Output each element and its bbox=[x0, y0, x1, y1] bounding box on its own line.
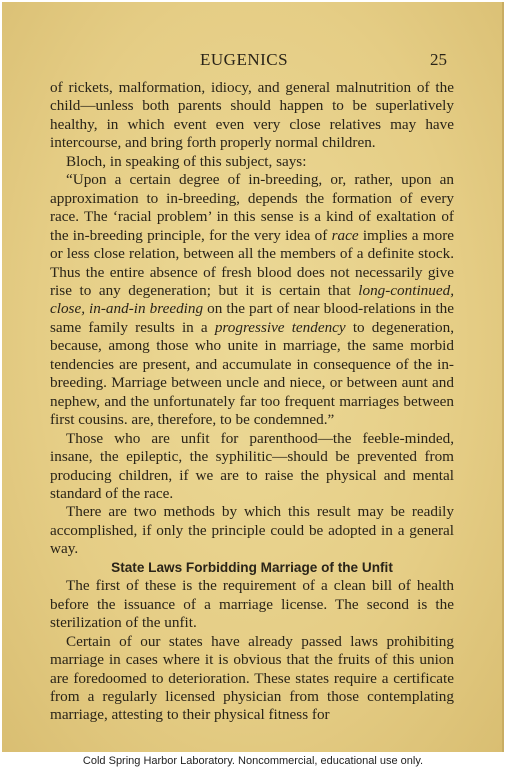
paragraph-bloch-intro: Bloch, in speaking of this subject, says: bbox=[66, 152, 307, 170]
paragraph-first-method: The first of these is the requirement of a clean bill of health before the issuance of a marriage license. The second is the sterilization of the unfit. bbox=[50, 577, 454, 632]
book-page bbox=[2, 2, 504, 752]
paragraph-unfit: Those who are unfit for parenthood—the feeble-minded, insane, the epileptic, the syphilitic—should be prevented from producing children, if we are to raise the physical and mental standard of the race. bbox=[50, 429, 454, 502]
quote-text: implies a more or less close relation, between all the members of a definite stock. Thus the entire absence of fresh blood does not necessarily give rise to any degeneration; but it is certain that bbox=[50, 226, 455, 299]
copyright-footer: Cold Spring Harbor Laboratory. Noncommercial, educational use only. bbox=[0, 752, 506, 770]
quote-italic-race: race bbox=[331, 226, 359, 244]
page-header bbox=[2, 50, 502, 72]
paragraph-state-laws: Certain of our states have already passed laws prohibiting marriage in cases where it is obvious that the fruits of this union are foredoomed to deterioration. These states require a certificate from a regularly licensed physician from those contemplating marriage, attesting to their physical fitness for bbox=[50, 632, 454, 724]
page-number: 25 bbox=[430, 50, 447, 69]
paragraph-bloch-quote bbox=[50, 171, 454, 429]
quote-text: “Upon a certain degree of in-breeding, or, rather, upon an approximation to in-breeding, depends the formation of every race. The ‘racial problem’ in this sense is a kind of exaltation of the in-breeding principle, for the very idea of bbox=[50, 171, 454, 244]
quote-text: to degeneration, because, among those who unite in marriage, the same morbid tendencies are present, and accumulate in consequence of the in-breeding. Marriage between uncle and niece, or between aunt and nephew, and the unfortunately far too frequent marriages between first cousins. are, therefore, to be condemned.” bbox=[50, 318, 455, 429]
running-title: EUGENICS bbox=[200, 50, 289, 69]
section-heading: State Laws Forbidding Marriage of the Unfit bbox=[111, 559, 393, 575]
paragraph-two-methods: There are two methods by which this result may be readily accomplished, if only the principle could be adopted in a general way. bbox=[50, 503, 454, 558]
quote-text: on the part of near blood-relations in the same family results in a bbox=[50, 300, 454, 336]
quote-italic-breeding: long-continued, close, in-and-in breeding bbox=[50, 281, 454, 318]
paragraph-continued: of rickets, malformation, idiocy, and general malnutrition of the child—unless both parents should happen to be superlatively healthy, in which event even very close relatives may have intercourse, and bring forth properly normal children. bbox=[50, 79, 454, 152]
page-body bbox=[50, 79, 454, 725]
quote-italic-tendency: progressive tendency bbox=[214, 318, 346, 336]
